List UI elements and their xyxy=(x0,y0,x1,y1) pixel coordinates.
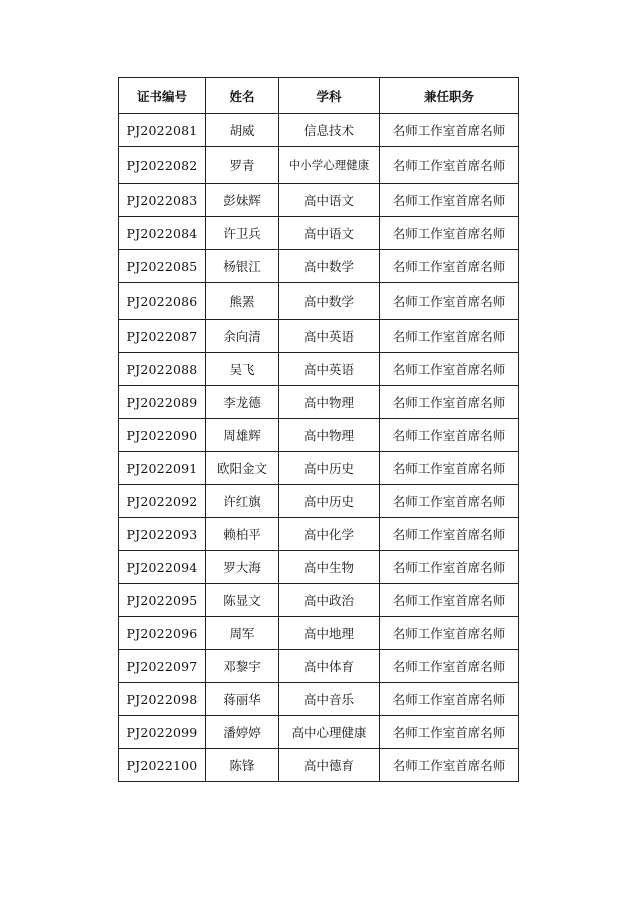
cell-subject: 高中地理 xyxy=(279,617,380,650)
cell-subject: 高中政治 xyxy=(279,584,380,617)
cell-subject: 中小学心理健康 xyxy=(279,147,380,184)
cell-subject: 高中数学 xyxy=(279,250,380,283)
header-subject: 学科 xyxy=(279,78,380,114)
cell-name: 余向清 xyxy=(206,320,279,353)
table-row xyxy=(119,250,519,283)
cell-cert-number: PJ2022095 xyxy=(119,584,206,617)
table-row xyxy=(119,114,519,147)
cell-cert-number: PJ2022088 xyxy=(119,353,206,386)
cell-cert-number: PJ2022100 xyxy=(119,749,206,782)
cell-name: 赖柏平 xyxy=(206,518,279,551)
table-row xyxy=(119,147,519,184)
cell-position: 名师工作室首席名师 xyxy=(380,184,519,217)
table-row xyxy=(119,184,519,217)
table-row xyxy=(119,386,519,419)
table-row xyxy=(119,716,519,749)
cell-cert-number: PJ2022084 xyxy=(119,217,206,250)
cell-cert-number: PJ2022099 xyxy=(119,716,206,749)
table-row xyxy=(119,650,519,683)
table-row xyxy=(119,749,519,782)
cell-name: 李龙德 xyxy=(206,386,279,419)
cell-name: 许红旗 xyxy=(206,485,279,518)
table-row xyxy=(119,551,519,584)
cell-name: 胡威 xyxy=(206,114,279,147)
header-position: 兼任职务 xyxy=(380,78,519,114)
cell-name: 陈显文 xyxy=(206,584,279,617)
table-row xyxy=(119,518,519,551)
header-name: 姓名 xyxy=(206,78,279,114)
cell-cert-number: PJ2022086 xyxy=(119,283,206,320)
cell-position: 名师工作室首席名师 xyxy=(380,650,519,683)
cell-subject: 高中物理 xyxy=(279,386,380,419)
cell-position: 名师工作室首席名师 xyxy=(380,114,519,147)
cell-position: 名师工作室首席名师 xyxy=(380,452,519,485)
cell-position: 名师工作室首席名师 xyxy=(380,250,519,283)
cell-subject: 高中数学 xyxy=(279,283,380,320)
cell-subject: 高中德育 xyxy=(279,749,380,782)
header-row xyxy=(119,78,519,114)
table-row xyxy=(119,485,519,518)
cell-name: 潘婷婷 xyxy=(206,716,279,749)
certificate-table xyxy=(118,77,519,782)
cell-name: 陈锋 xyxy=(206,749,279,782)
cell-subject: 高中音乐 xyxy=(279,683,380,716)
cell-position: 名师工作室首席名师 xyxy=(380,320,519,353)
cell-cert-number: PJ2022091 xyxy=(119,452,206,485)
cell-name: 周雄辉 xyxy=(206,419,279,452)
cell-cert-number: PJ2022089 xyxy=(119,386,206,419)
cell-position: 名师工作室首席名师 xyxy=(380,683,519,716)
table-row xyxy=(119,683,519,716)
cell-position: 名师工作室首席名师 xyxy=(380,386,519,419)
cell-name: 彭妹辉 xyxy=(206,184,279,217)
cell-cert-number: PJ2022087 xyxy=(119,320,206,353)
cell-cert-number: PJ2022098 xyxy=(119,683,206,716)
cell-name: 周军 xyxy=(206,617,279,650)
table-row xyxy=(119,617,519,650)
cell-name: 罗大海 xyxy=(206,551,279,584)
cell-cert-number: PJ2022090 xyxy=(119,419,206,452)
cell-name: 罗青 xyxy=(206,147,279,184)
cell-position: 名师工作室首席名师 xyxy=(380,217,519,250)
cell-position: 名师工作室首席名师 xyxy=(380,353,519,386)
cell-position: 名师工作室首席名师 xyxy=(380,749,519,782)
table-row xyxy=(119,584,519,617)
table-body xyxy=(119,114,519,782)
cell-cert-number: PJ2022097 xyxy=(119,650,206,683)
cell-name: 熊罴 xyxy=(206,283,279,320)
header-cert-number: 证书编号 xyxy=(119,78,206,114)
cell-position: 名师工作室首席名师 xyxy=(380,518,519,551)
cell-subject: 高中英语 xyxy=(279,320,380,353)
cell-subject: 信息技术 xyxy=(279,114,380,147)
cell-position: 名师工作室首席名师 xyxy=(380,551,519,584)
cell-name: 许卫兵 xyxy=(206,217,279,250)
cell-name: 欧阳金文 xyxy=(206,452,279,485)
cell-subject: 高中历史 xyxy=(279,485,380,518)
table-row xyxy=(119,217,519,250)
cell-position: 名师工作室首席名师 xyxy=(380,716,519,749)
table-row xyxy=(119,353,519,386)
table-row xyxy=(119,419,519,452)
table-row xyxy=(119,452,519,485)
cell-name: 邓黎宇 xyxy=(206,650,279,683)
cell-name: 吴飞 xyxy=(206,353,279,386)
cell-cert-number: PJ2022094 xyxy=(119,551,206,584)
cell-position: 名师工作室首席名师 xyxy=(380,485,519,518)
table-row xyxy=(119,283,519,320)
cell-subject: 高中体育 xyxy=(279,650,380,683)
table-header xyxy=(119,78,519,114)
cell-subject: 高中心理健康 xyxy=(279,716,380,749)
cell-name: 杨银江 xyxy=(206,250,279,283)
cell-position: 名师工作室首席名师 xyxy=(380,617,519,650)
cell-cert-number: PJ2022085 xyxy=(119,250,206,283)
cell-subject: 高中语文 xyxy=(279,217,380,250)
cell-position: 名师工作室首席名师 xyxy=(380,283,519,320)
cell-cert-number: PJ2022096 xyxy=(119,617,206,650)
cell-cert-number: PJ2022093 xyxy=(119,518,206,551)
cell-subject: 高中化学 xyxy=(279,518,380,551)
cell-name: 蒋丽华 xyxy=(206,683,279,716)
cell-subject: 高中生物 xyxy=(279,551,380,584)
cell-cert-number: PJ2022081 xyxy=(119,114,206,147)
cell-cert-number: PJ2022083 xyxy=(119,184,206,217)
cell-subject: 高中物理 xyxy=(279,419,380,452)
cell-position: 名师工作室首席名师 xyxy=(380,419,519,452)
cell-position: 名师工作室首席名师 xyxy=(380,584,519,617)
cell-subject: 高中语文 xyxy=(279,184,380,217)
cell-subject: 高中英语 xyxy=(279,353,380,386)
table-row xyxy=(119,320,519,353)
cell-position: 名师工作室首席名师 xyxy=(380,147,519,184)
cell-subject: 高中历史 xyxy=(279,452,380,485)
cell-cert-number: PJ2022082 xyxy=(119,147,206,184)
cell-cert-number: PJ2022092 xyxy=(119,485,206,518)
